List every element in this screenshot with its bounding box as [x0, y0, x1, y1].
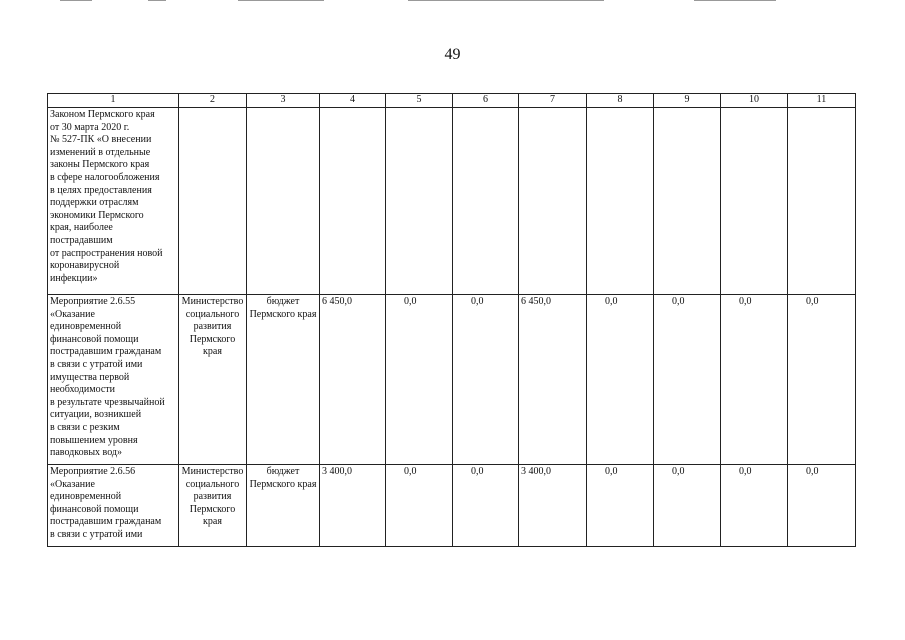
- cell-text-line: экономики Пермского: [50, 209, 144, 221]
- cell-text-line: бюджет: [266, 296, 300, 307]
- amount-cell: [519, 108, 587, 295]
- scan-edge-line: [60, 0, 92, 1]
- cell-text-line: имущества первой: [50, 371, 130, 383]
- cell-text-line: «Оказание: [50, 478, 95, 490]
- cell-text-line: в целях предоставления: [50, 184, 152, 196]
- table-row: [48, 465, 856, 547]
- cell-text-line: Пермского: [189, 503, 236, 515]
- cell-text-line: в связи с утратой ими: [50, 528, 143, 540]
- cell-text-line: Пермского края: [249, 308, 317, 320]
- cell-text-line: инфекции»: [50, 272, 98, 284]
- column-header: 4: [320, 94, 386, 108]
- column-header: 10: [721, 94, 788, 108]
- cell-text-line: единовременной: [50, 321, 122, 333]
- table-row: [48, 295, 856, 465]
- measure-description-cell: [48, 295, 179, 465]
- scan-edge-line: [408, 0, 604, 1]
- amount-cell: 0,0: [386, 465, 453, 547]
- cell-text-line: Министерство: [181, 466, 244, 477]
- column-header: 6: [453, 94, 519, 108]
- funding-source-cell: [247, 295, 320, 465]
- amount-cell: 0,0: [654, 465, 721, 547]
- measure-description-cell: [48, 108, 179, 295]
- amount-cell: 0,0: [453, 295, 519, 465]
- cell-text-line: финансовой помощи: [50, 503, 139, 515]
- amount-cell: [320, 108, 386, 295]
- cell-text-line: финансовой помощи: [50, 333, 139, 345]
- cell-text-line: от распространения новой: [50, 247, 163, 259]
- cell-text-line: повышением уровня: [50, 434, 138, 446]
- cell-text-line: Мероприятие 2.6.56: [50, 466, 136, 477]
- cell-text-line: коронавирусной: [50, 260, 120, 272]
- executor-cell: [179, 465, 247, 547]
- amount-cell: [386, 108, 453, 295]
- table-header-row: [48, 94, 856, 108]
- amount-cell: 0,0: [721, 465, 788, 547]
- cell-text-line: от 30 марта 2020 г.: [50, 121, 130, 133]
- cell-text-line: пострадавшим гражданам: [50, 516, 162, 528]
- funding-source-cell: [247, 465, 320, 547]
- amount-cell: 0,0: [386, 295, 453, 465]
- scan-edge-line: [238, 0, 324, 1]
- column-header: 3: [247, 94, 320, 108]
- column-header: 8: [587, 94, 654, 108]
- amount-cell: 0,0: [788, 465, 856, 547]
- cell-text-line: в связи с утратой ими: [50, 358, 143, 370]
- cell-text-line: развития: [193, 491, 232, 503]
- cell-text-line: Пермского: [189, 333, 236, 345]
- column-header: 9: [654, 94, 721, 108]
- funding-source-cell: [247, 108, 320, 295]
- cell-text-line: в связи с резким: [50, 421, 120, 433]
- page-number: 49: [444, 46, 461, 63]
- cell-text-line: края, наиболее: [50, 222, 113, 234]
- column-header: 11: [788, 94, 856, 108]
- executor-cell: [179, 295, 247, 465]
- column-header: 1: [48, 94, 179, 108]
- cell-text-line: ситуации, возникшей: [50, 409, 142, 421]
- amount-cell: 0,0: [453, 465, 519, 547]
- cell-text-line: «Оказание: [50, 308, 95, 320]
- cell-text-line: необходимости: [50, 384, 116, 396]
- cell-text-line: социального: [185, 478, 240, 490]
- cell-text-line: пострадавшим: [50, 234, 113, 246]
- measure-description-cell: [48, 465, 179, 547]
- cell-text-line: пострадавшим гражданам: [50, 346, 162, 358]
- cell-text-line: в сфере налогообложения: [50, 171, 160, 183]
- cell-text-line: № 527-ПК «О внесении: [50, 134, 152, 146]
- scan-edge-line: [148, 0, 166, 1]
- amount-cell: 6 450,0: [519, 295, 587, 465]
- cell-text-line: единовременной: [50, 491, 122, 503]
- cell-text-line: края: [203, 516, 222, 528]
- cell-text-line: развития: [193, 321, 232, 333]
- amount-cell: 0,0: [587, 295, 654, 465]
- executor-cell: [179, 108, 247, 295]
- amount-cell: 0,0: [788, 295, 856, 465]
- column-header: 2: [179, 94, 247, 108]
- cell-text-line: края: [203, 346, 222, 358]
- cell-text-line: изменений в отдельные: [50, 146, 151, 158]
- amount-cell: 3 400,0: [320, 465, 386, 547]
- cell-text-line: Пермского края: [249, 478, 317, 490]
- cell-text-line: бюджет: [266, 466, 300, 477]
- amount-cell: [587, 108, 654, 295]
- amount-cell: [654, 108, 721, 295]
- amount-cell: 0,0: [721, 295, 788, 465]
- amount-cell: [721, 108, 788, 295]
- scan-edge-line: [694, 0, 776, 1]
- amount-cell: 3 400,0: [519, 465, 587, 547]
- cell-text-line: паводковых вод»: [50, 447, 122, 459]
- cell-text-line: поддержки отраслям: [50, 197, 139, 209]
- cell-text-line: Мероприятие 2.6.55: [50, 296, 136, 307]
- column-header: 5: [386, 94, 453, 108]
- amount-cell: 0,0: [587, 465, 654, 547]
- table-row: [48, 108, 856, 295]
- cell-text-line: законы Пермского края: [50, 159, 150, 171]
- amount-cell: [788, 108, 856, 295]
- amount-cell: [453, 108, 519, 295]
- budget-table: [47, 93, 856, 547]
- cell-text-line: Министерство: [181, 296, 244, 307]
- cell-text-line: Законом Пермского края: [50, 109, 155, 120]
- cell-text-line: в результате чрезвычайной: [50, 396, 165, 408]
- amount-cell: 6 450,0: [320, 295, 386, 465]
- amount-cell: 0,0: [654, 295, 721, 465]
- column-header: 7: [519, 94, 587, 108]
- cell-text-line: социального: [185, 308, 240, 320]
